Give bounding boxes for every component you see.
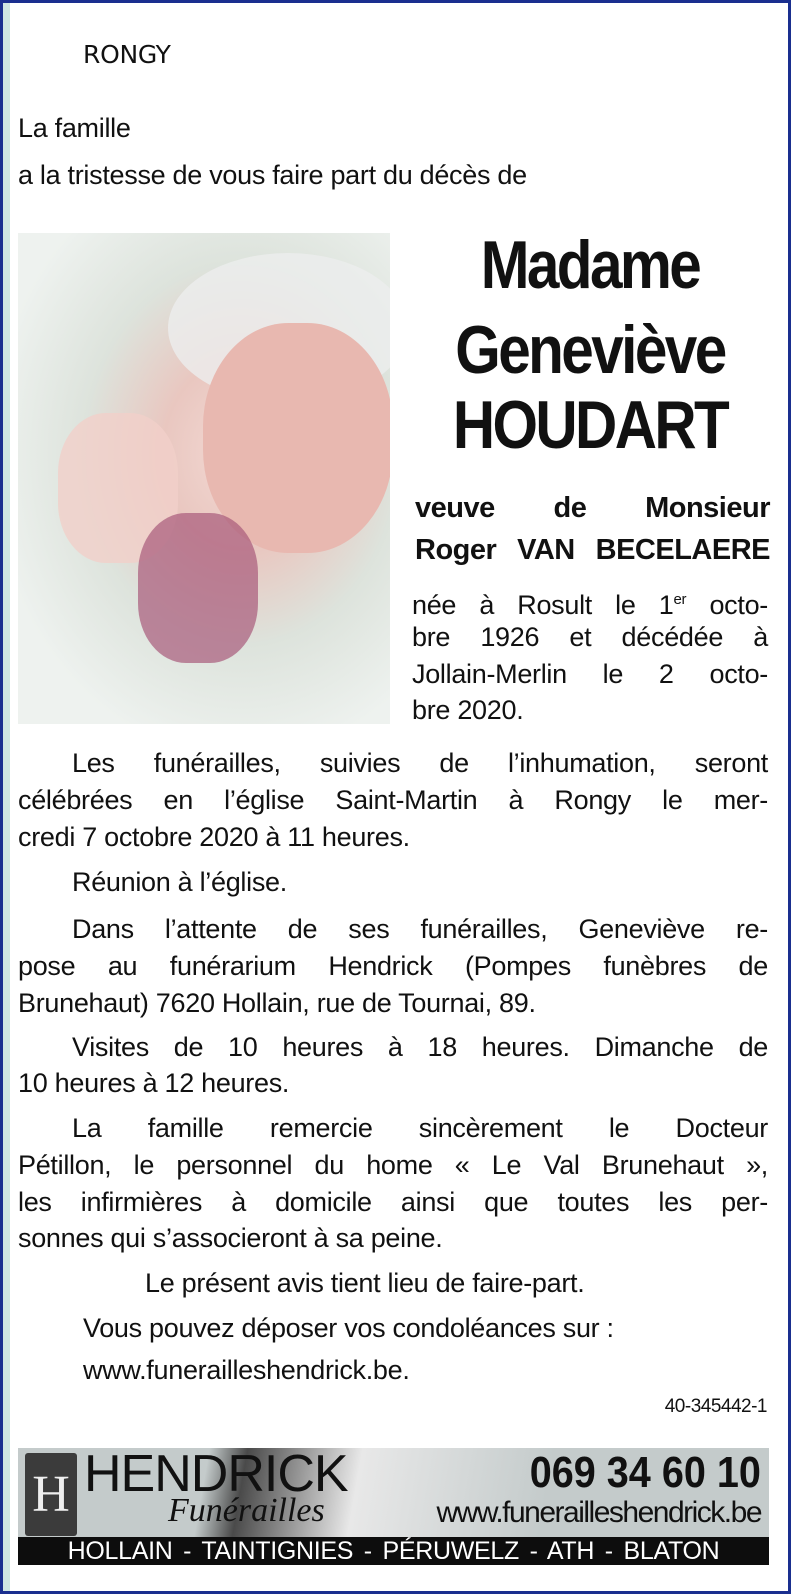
towns-bar: HOLLAIN - TAINTIGNIES - PÉRUWELZ - ATH - BLATON: [18, 1537, 769, 1565]
p3-line: pose au funérarium Hendrick (Pompes funèbres de: [18, 951, 768, 981]
title: Madame: [480, 227, 700, 303]
reference-number: 40-345442-1: [664, 1396, 767, 1417]
p1-line: Les funérailles, suivies de l’inhumation, seront: [72, 748, 768, 778]
condolences-line: Vous pouvez déposer vos condoléances sur :: [83, 1313, 614, 1343]
p5-line: les infirmières à domicile ainsi que toutes les per-: [18, 1187, 768, 1217]
birth-line-3: Jollain-Merlin le 2 octo-: [412, 659, 768, 689]
funeral-home-subtitle: Funérailles: [168, 1492, 325, 1529]
intro-line-2: a la tristesse de vous faire part du décès de: [18, 160, 527, 190]
p5-line: sonnes qui s’associeront à sa peine.: [18, 1223, 443, 1253]
last-name: HOUDART: [452, 387, 728, 463]
funeral-home-ad: [18, 1445, 769, 1537]
town: RONGY: [83, 40, 171, 69]
p5-line: La famille remercie sincèrement le Docteur: [72, 1113, 768, 1143]
birth-line-2: bre 1926 et décédée à: [412, 622, 768, 652]
first-name: Geneviève: [455, 312, 725, 388]
website-link[interactable]: www.funerailleshendrick.be: [436, 1496, 761, 1529]
widow-line-1: veuve de Monsieur: [415, 492, 770, 524]
p4-line: 10 heures à 12 heures.: [18, 1068, 290, 1098]
p1-line: credi 7 octobre 2020 à 11 heures.: [18, 822, 410, 852]
intro-line-1: La famille: [18, 113, 131, 143]
phone-number: 069 34 60 10: [529, 1448, 761, 1497]
side-strip: [3, 3, 10, 1591]
birth-line-1: née à Rosult le 1er octo-: [412, 590, 768, 620]
hendrick-logo-icon: H: [25, 1453, 77, 1536]
p4-line: Visites de 10 heures à 18 heures. Dimanche de: [72, 1032, 768, 1062]
condolences-link[interactable]: www.funerailleshendrick.be.: [83, 1355, 410, 1385]
funeral-home-name: HENDRICK: [84, 1445, 348, 1503]
p2-line: Réunion à l’église.: [72, 867, 287, 897]
notice-line: Le présent avis tient lieu de faire-part.: [145, 1268, 585, 1298]
birth-line-4: bre 2020.: [412, 695, 524, 725]
p5-line: Pétillon, le personnel du home « Le Val Brunehaut »,: [18, 1150, 768, 1180]
p3-line: Brunehaut) 7620 Hollain, rue de Tournai, 89.: [18, 988, 536, 1018]
p1-line: célébrées en l’église Saint-Martin à Rongy le mer-: [18, 785, 768, 815]
widow-line-2: Roger VAN BECELAERE: [415, 534, 770, 566]
portrait-photo: [18, 233, 390, 724]
p3-line: Dans l’attente de ses funérailles, Geneviève re-: [72, 914, 768, 944]
